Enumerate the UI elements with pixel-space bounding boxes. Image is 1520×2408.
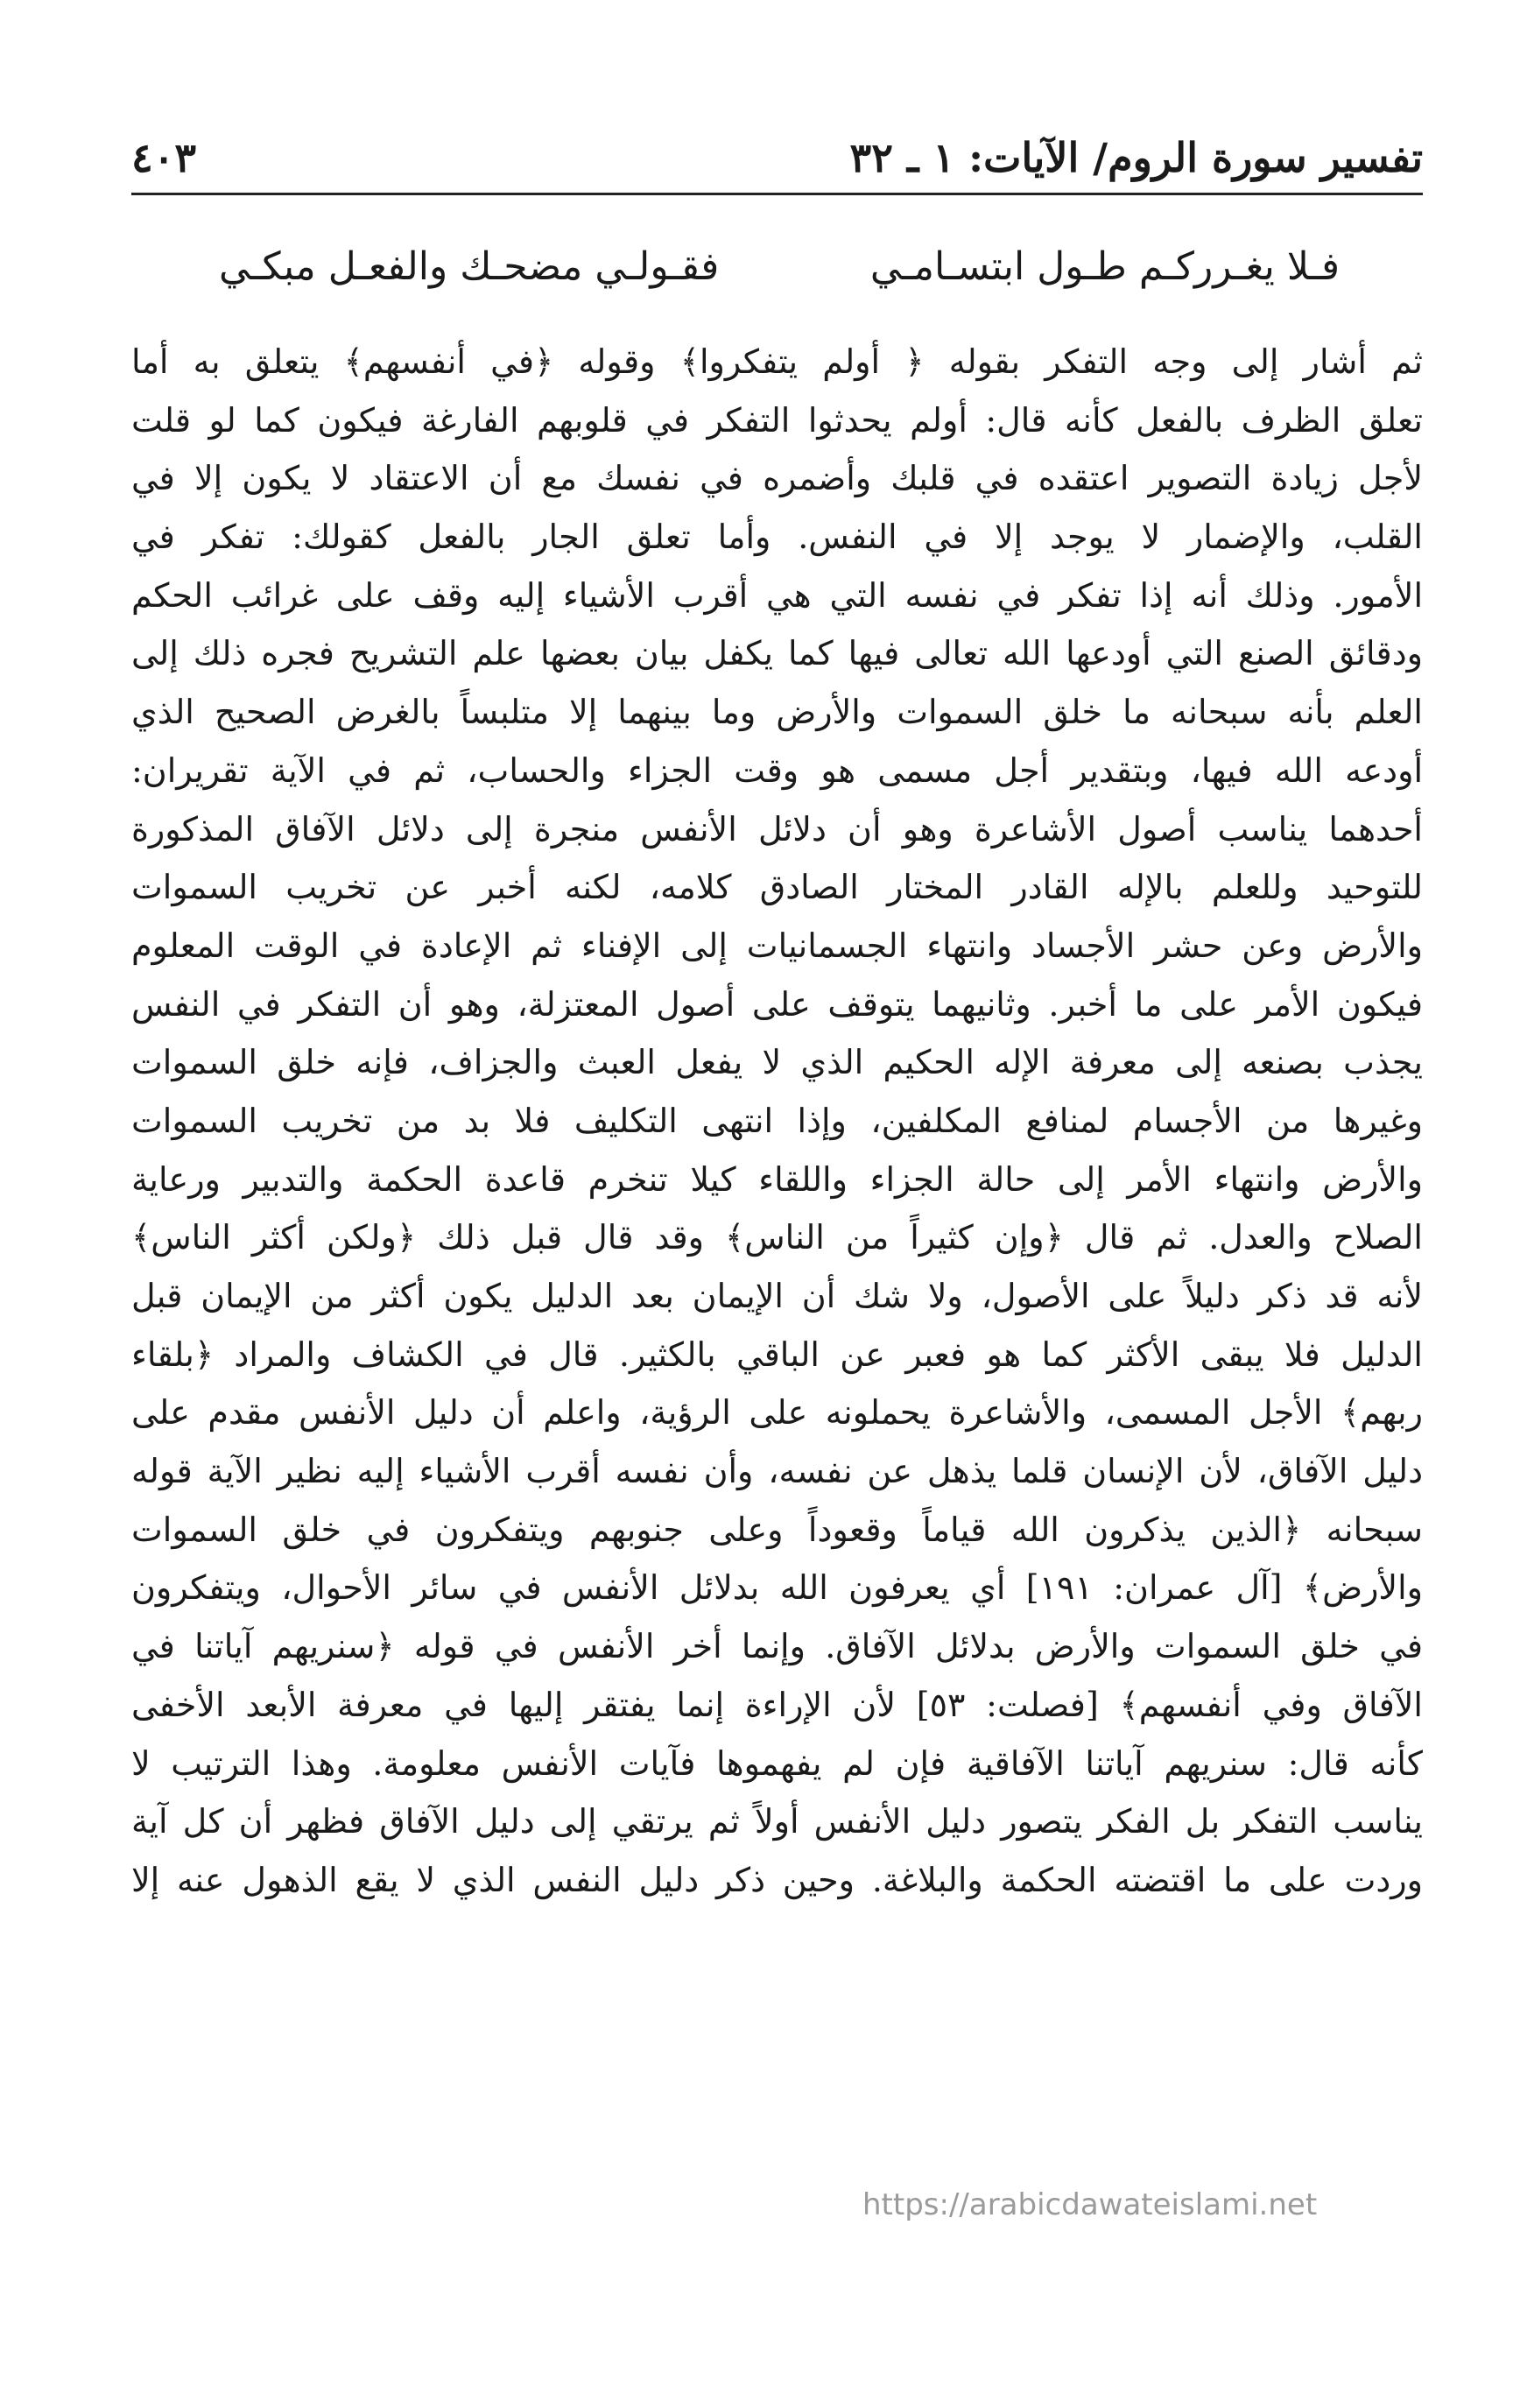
text-line: الأمور. وذلك أنه إذا تفكر في نفسه التي هي أقرب الأشياء إليه وقف على غرائب الحكم — [131, 575, 1423, 615]
text-line: وغيرها من الأجسام لمنافع المكلفين، وإذا انتهى التكليف فلا بد من تخريب السموات — [131, 1101, 1423, 1140]
text-line: ربهم﴾ الأجل المسمى، والأشاعرة يحملونه على الرؤية، واعلم أن دليل الأنفس مقدم على — [131, 1393, 1423, 1433]
text-line: تعلق الظرف بالفعل كأنه قال: أولم يحدثوا التفكر في قلوبهم الفارغة فيكون كما لو قلت — [131, 400, 1423, 440]
text-line: كأنه قال: سنريهم آياتنا الآفاقية فإن لم يفهموها فآيات الأنفس معلومة. وهذا الترتيب لا — [131, 1743, 1423, 1783]
text-line: دليل الآفاق، لأن الإنسان قلما يذهل عن نفسه، وأن نفسه أقرب الأشياء إليه نظير الآية قوله — [131, 1452, 1423, 1491]
running-title: تفسير سورة الروم/ الآيات: ١ ـ ٣٢ — [849, 134, 1423, 181]
verse-first-hemistich: فـلا يغـرركـم طـول ابتسـامـي — [869, 244, 1340, 289]
text-line: والأرض وانتهاء الأمر إلى حالة الجزاء واللقاء كيلا تنخرم قاعدة الحكمة والتدبير ورعاية — [131, 1159, 1423, 1199]
text-line: العلم بأنه سبحانه ما خلق السموات والأرض وما بينهما إلا متلبساً بالغرض الصحيح الذي — [131, 693, 1423, 732]
text-line: لأنه قد ذكر دليلاً على الأصول، ولا شك أن الإيمان بعد الدليل يكون أكثر من الإيمان قبل — [131, 1277, 1423, 1315]
watermark-url: https://arabicdawateislami.net — [862, 2187, 1318, 2222]
page-number: ٤٠٣ — [131, 134, 197, 181]
text-line: للتوحيد وللعلم بالإله القادر المختار الصادق كلامه، لكنه أخبر عن تخريب السموات — [131, 868, 1423, 907]
text-line: أحدهما يناسب أصول الأشاعرة وهو أن دلائل الأنفس منجرة إلى دلائل الآفاق المذكورة — [131, 809, 1423, 848]
text-line: في خلق السموات والأرض بدلائل الآفاق. وإنما أخر الأنفس في قوله ﴿سنريهم آياتنا في — [131, 1627, 1423, 1666]
text-line: الدليل فلا يبقى الأكثر كما هو فعبر عن الباقي بالكثير. قال في الكشاف والمراد ﴿بلقاء — [131, 1334, 1423, 1374]
text-line: والأرض﴾ [آل عمران: ١٩١] أي يعرفون الله بدلائل الأنفس في سائر الأحوال، ويتفكرون — [131, 1568, 1423, 1608]
text-line: لأجل زيادة التصوير اعتقده في قلبك وأضمره في نفسك مع أن الاعتقاد لا يكون إلا في — [131, 459, 1423, 498]
poetry-verse — [219, 236, 1340, 298]
text-line: ودقائق الصنع التي أودعها الله تعالى فيها كما يكفل بيان بعضها علم التشريح فجره ذلك إلى — [131, 634, 1423, 673]
text-line: أودعه الله فيها، وبتقدير أجل مسمى هو وقت الجزاء والحساب، ثم في الآية تقريران: — [131, 750, 1423, 790]
text-line: ثم أشار إلى وجه التفكر بقوله ﴿ أولم يتفكروا﴾ وقوله ﴿في أنفسهم﴾ يتعلق به أما — [131, 342, 1423, 381]
text-line: فيكون الأمر على ما أخبر. وثانيهما يتوقف على أصول المعتزلة، وهو أن التفكر في النفس — [131, 984, 1423, 1024]
text-line: القلب، والإضمار لا يوجد إلا في النفس. وأما تعلق الجار بالفعل كقولك: تفكر في — [131, 518, 1423, 557]
body-text — [131, 333, 1423, 1910]
running-header — [131, 131, 1423, 193]
text-line: الآفاق وفي أنفسهم﴾ [فصلت: ٥٣] لأن الإراءة إنما يفتقر إليها في معرفة الأبعد الأخفى — [131, 1685, 1423, 1724]
text-line: سبحانه ﴿الذين يذكرون الله قياماً وقعوداً وعلى جنوبهم ويتفكرون في خلق السموات — [131, 1510, 1423, 1549]
text-line: وردت على ما اقتضته الحكمة والبلاغة. وحين ذكر دليل النفس الذي لا يقع الذهول عنه إلا — [131, 1860, 1423, 1899]
text-line: والأرض وعن حشر الأجساد وانتهاء الجسمانيات إلى الإفناء ثم الإعادة في الوقت المعلوم — [131, 926, 1423, 965]
text-line: الصلاح والعدل. ثم قال ﴿وإن كثيراً من الناس﴾ وقد قال قبل ذلك ﴿ولكن أكثر الناس﴾ — [131, 1218, 1423, 1257]
text-line: يجذب بصنعه إلى معرفة الإله الحكيم الذي لا يفعل العبث والجزاف، فإنه خلق السموات — [131, 1043, 1423, 1082]
verse-second-hemistich: فقـولـي مضحـك والفعـل مبكـي — [219, 244, 720, 289]
header-rule — [131, 193, 1423, 195]
text-line: يناسب التفكر بل الفكر يتصور دليل الأنفس أولاً ثم يرتقي إلى دليل الآفاق فظهر أن كل آية — [131, 1802, 1423, 1841]
